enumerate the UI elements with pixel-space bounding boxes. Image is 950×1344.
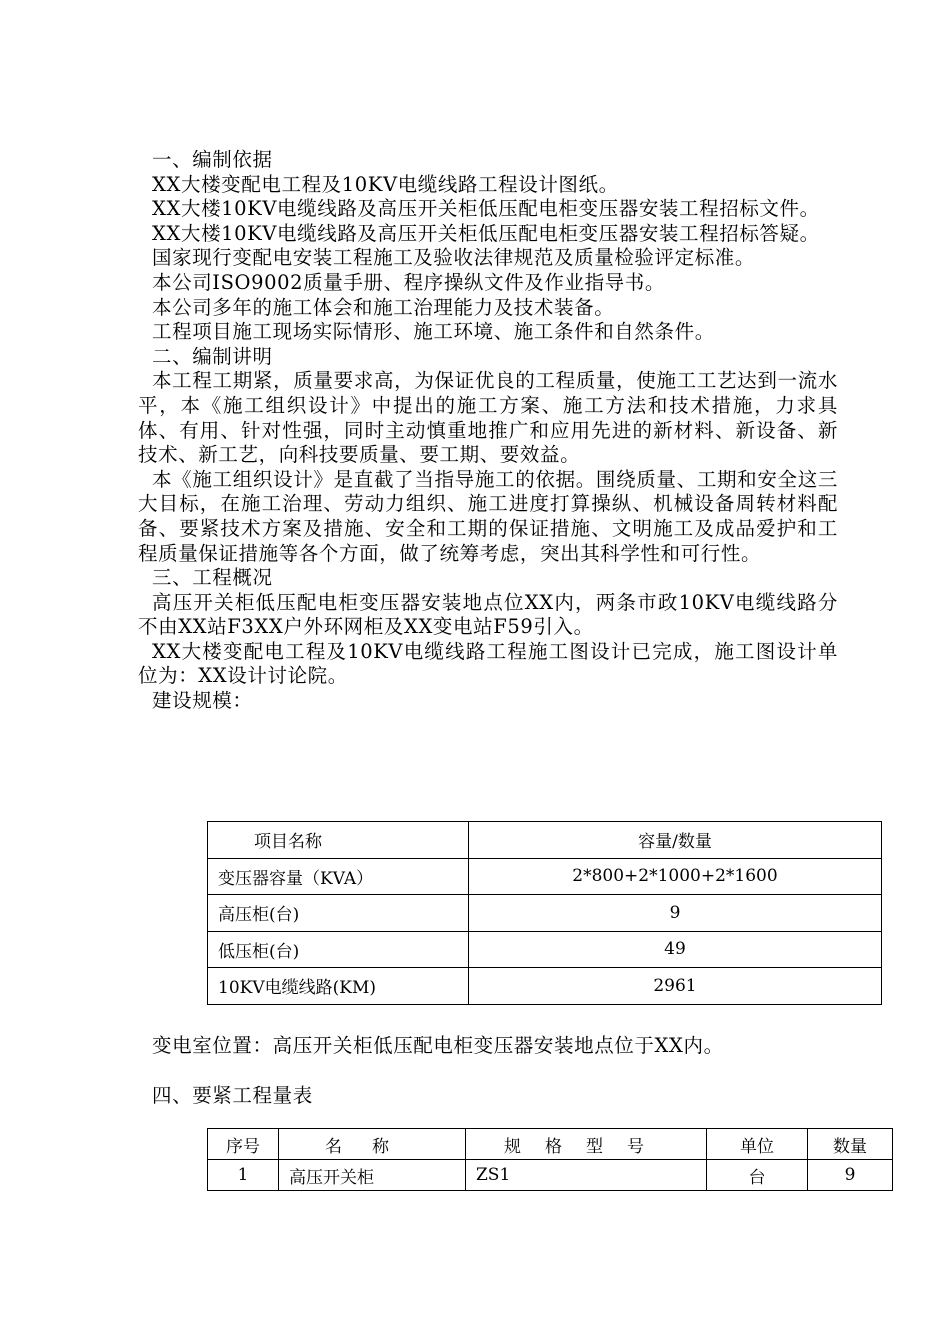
table-row <box>208 858 882 895</box>
table-cell: 高压柜(台) <box>208 895 469 932</box>
table-cell: 9 <box>469 895 882 932</box>
header-cell: 数量 <box>808 1129 893 1160</box>
table-cell: 低压柜(台) <box>208 931 469 968</box>
explanation-paragraph: 本工程工期紧，质量要求高，为保证优良的工程质量，使施工工艺达到一流水平，本《施工组织设计》中提出的施工方案、施工方法和技术措施，力求具体、有用、针对性强，同时主动慎重地推广和应用先进的新材料、新设备、新技术、新工艺，向科技要质量、要工期、要效益。 <box>138 369 838 467</box>
scale-label: 建设规模： <box>152 689 253 713</box>
overview-paragraph: 高压开关柜低压配电柜变压器安装地点位XX内，两条市政10KV电缆线路分不由XX站F3XX户外环网柜及XX变电站F59引入。 <box>138 590 838 639</box>
basis-item: 国家现行变配电安装工程施工及验收法律规范及质量检验评定标准。 <box>152 246 756 270</box>
section-heading-explanation: 二、编制讲明 <box>152 344 273 368</box>
header-cell: 序号 <box>208 1129 279 1160</box>
table-cell: ZS1 <box>466 1160 707 1191</box>
basis-item: XX大楼变配电工程及10KV电缆线路工程设计图纸。 <box>152 172 619 196</box>
explanation-paragraph: 本《施工组织设计》是直截了当指导施工的依据。围绕质量、工期和安全这三大目标，在施工治理、劳动力组织、施工进度打算操纵、机械设备周转材料配备、要紧技术方案及措施、安全和工期的保证措施、文明施工及成品爱护和工程质量保证措施等各个方面，做了统筹考虑，突出其科学性和可行性。 <box>138 467 838 565</box>
overview-paragraph: XX大楼变配电工程及10KV电缆线路工程施工图设计已完成，施工图设计单位为：XX设计讨论院。 <box>138 639 838 688</box>
construction-scale-table <box>207 821 882 1005</box>
section-heading-quantities: 四、要紧工程量表 <box>152 1084 313 1107</box>
table-cell: 高压开关柜 <box>279 1160 466 1191</box>
section-heading-overview: 三、工程概况 <box>152 566 273 590</box>
table-cell: 49 <box>469 931 882 968</box>
section-heading-basis: 一、编制依据 <box>152 148 273 171</box>
header-cell: 项目名称 <box>208 822 469 859</box>
basis-item: 本公司多年的施工体会和施工治理能力及技术装备。 <box>152 295 615 319</box>
table-row <box>208 1160 893 1191</box>
basis-item: 本公司ISO9002质量手册、程序操纵文件及作业指导书。 <box>152 270 665 294</box>
table-row <box>208 968 882 1005</box>
header-cell: 规格型号 <box>466 1129 707 1160</box>
basis-item: XX大楼10KV电缆线路及高压开关柜低压配电柜变压器安装工程招标答疑。 <box>152 221 820 245</box>
basis-item: XX大楼10KV电缆线路及高压开关柜低压配电柜变压器安装工程招标文件。 <box>152 197 820 221</box>
quantities-table <box>207 1128 893 1191</box>
table-cell: 1 <box>208 1160 279 1191</box>
table-cell: 9 <box>808 1160 893 1191</box>
header-cell: 名称 <box>279 1129 466 1160</box>
table-cell: 2*800+2*1000+2*1600 <box>469 858 882 895</box>
table-cell: 台 <box>707 1160 808 1191</box>
substation-location-text: 变电室位置：高压开关柜低压配电柜变压器安装地点位于XX内。 <box>152 1034 724 1057</box>
table-row <box>208 895 882 932</box>
table-header-row <box>208 822 882 859</box>
table-cell: 10KV电缆线路(KM) <box>208 968 469 1005</box>
basis-item: 工程项目施工现场实际情形、施工环境、施工条件和自然条件。 <box>152 320 715 344</box>
table-cell: 2961 <box>469 968 882 1005</box>
header-cell: 单位 <box>707 1129 808 1160</box>
table-header-row <box>208 1129 893 1160</box>
body-text <box>138 148 838 714</box>
table-cell: 变压器容量（KVA） <box>208 858 469 895</box>
table-row <box>208 931 882 968</box>
header-cell: 容量/数量 <box>469 822 882 859</box>
